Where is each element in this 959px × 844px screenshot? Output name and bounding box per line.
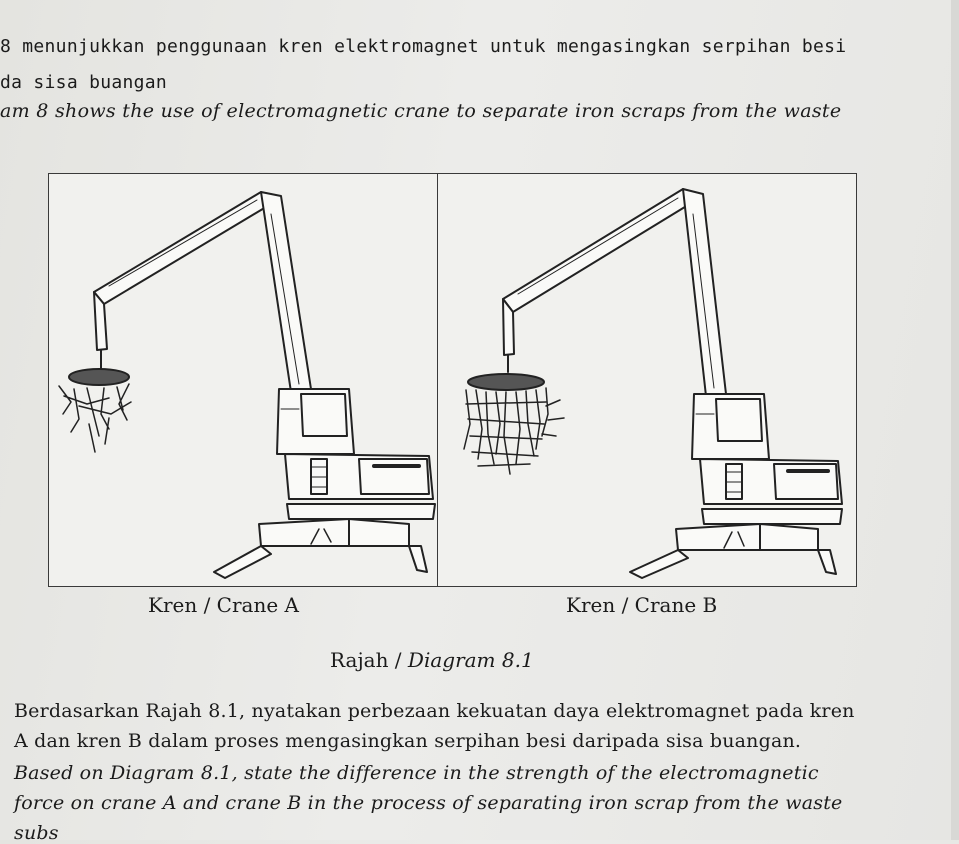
crane-b-caption: Kren / Crane B xyxy=(566,593,718,617)
question-ms-line-2: A dan kren B dalam proses mengasingkan serpihan besi daripada sisa buangan. xyxy=(14,730,802,752)
diagram-title xyxy=(330,648,534,672)
intro-line-3: am 8 shows the use of electromagnetic crane to separate iron scraps from the waste xyxy=(0,100,842,122)
crane-a-drawing xyxy=(49,174,437,586)
diagram-title-en: Diagram 8.1 xyxy=(407,648,534,672)
crane-a-caption: Kren / Crane A xyxy=(148,593,299,617)
intro-line-1: 8 menunjukkan penggunaan kren elektromagnet untuk mengasingkan serpihan besi xyxy=(0,36,847,57)
question-en-line-2: force on crane A and crane B in the process of separating iron scrap from the waste xyxy=(14,792,843,814)
crane-b-drawing xyxy=(438,174,856,586)
intro-line-2: da sisa buangan xyxy=(0,72,168,93)
question-ms-line-1: Berdasarkan Rajah 8.1, nyatakan perbezaan kekuatan daya elektromagnet pada kren xyxy=(14,700,855,722)
page-edge-shadow xyxy=(951,0,959,840)
diagram-title-ms: Rajah / xyxy=(330,648,408,672)
crane-a-panel xyxy=(48,173,438,587)
question-en-line-3: subs xyxy=(14,822,59,844)
crane-b-panel xyxy=(437,173,857,587)
question-en-line-1: Based on Diagram 8.1, state the difference in the strength of the electromagnetic xyxy=(14,762,819,784)
